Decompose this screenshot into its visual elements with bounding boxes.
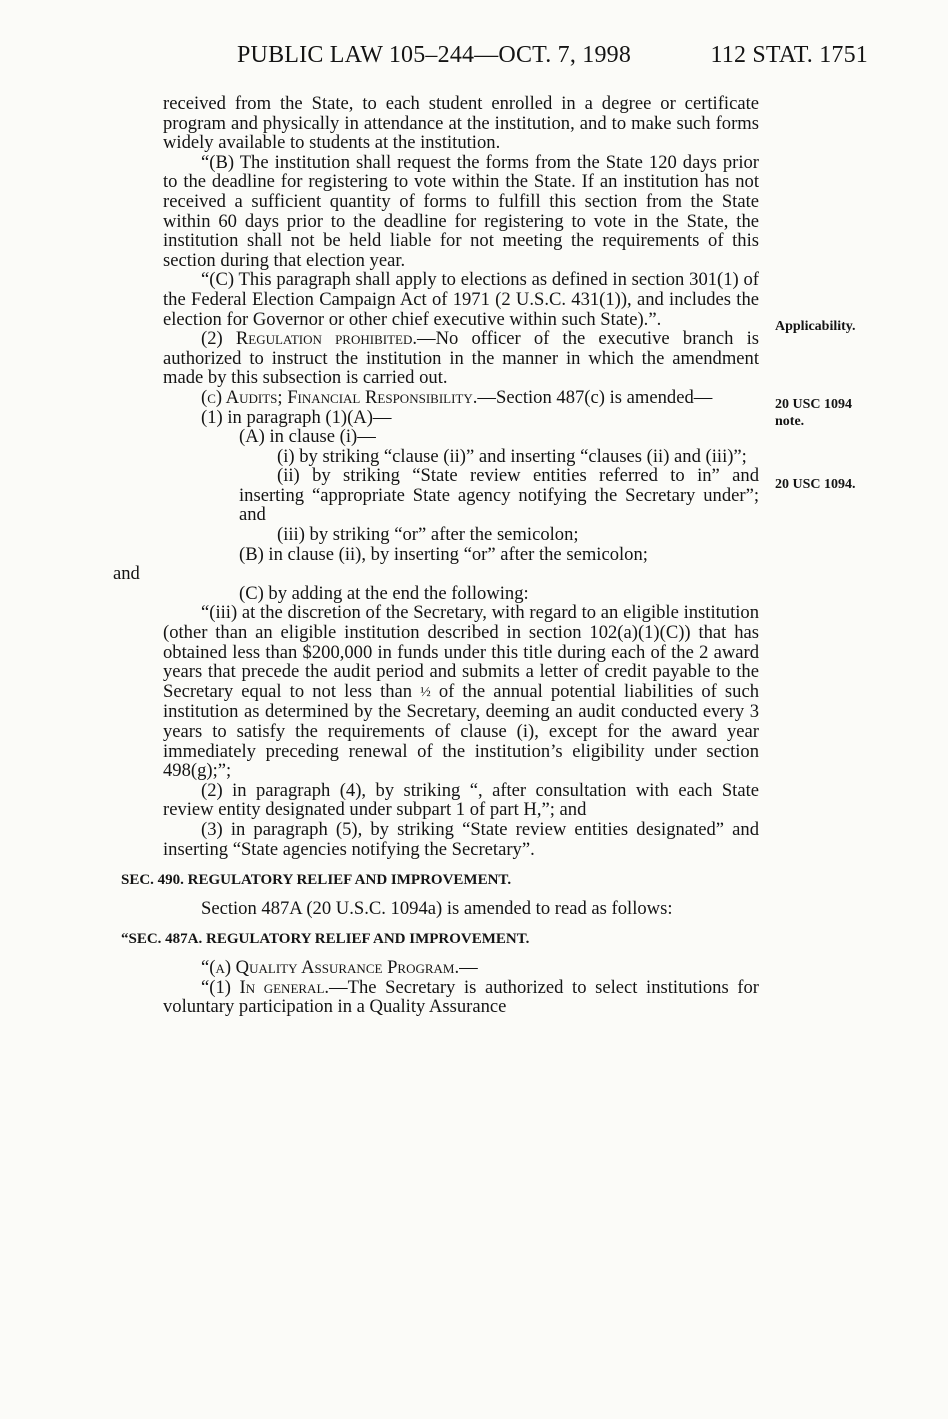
paragraph-text: “(iii) at the discretion of the Secretary, with regard to an eligible institution (other than an eligible institution described in section 102(a)(1)(C)) that has obtained less than $200,000 in funds under this title during each of the 2 award years that precede the audit period and submits a letter of credit payable to the Secretary equal to not less than [163, 602, 759, 702]
body-text [113, 93, 759, 1018]
paragraph: “(B) The institution shall request the forms from the State 120 days prior to the deadline for registering to vote within the State. If an institution has not received a sufficient quantity of forms to fulfill this section from the State within 60 days prior to the deadline for registering to vote in the State, the institution shall not be held liable for not meeting the requirements of this section during that election year. [163, 151, 759, 271]
paragraph-text: —The Secretary is authorized to select institutions for voluntary participation in a Quality Assurance [163, 976, 759, 1018]
paragraph: (A) in clause (i)— [239, 426, 376, 448]
paragraph-heading: (2) Regulation prohibited. [201, 328, 417, 350]
paragraph: (1) in paragraph (1)(A)— [201, 406, 392, 428]
page-header [0, 42, 948, 74]
paragraph: “(C) This paragraph shall apply to elections as defined in section 301(1) of the Federal Election Campaign Act of 1971 (2 U.S.C. 431(1)), and includes the election for Governor or other chief executive within such State).”. [163, 269, 759, 330]
paragraph: (i) by striking “clause (ii)” and inserting “clauses (ii) and (iii)”; [277, 445, 747, 467]
margin-note-20usc1094: 20 USC 1094. [775, 477, 856, 492]
paragraph [163, 978, 759, 1017]
section-heading: “SEC. 487A. REGULATORY RELIEF AND IMPROVEMENT. [121, 931, 530, 948]
paragraph-text: —Section 487(c) is amended— [477, 386, 713, 408]
margin-note-applicability: Applicability. [775, 319, 856, 334]
section-heading: SEC. 490. REGULATORY RELIEF AND IMPROVEMENT. [121, 872, 512, 889]
paragraph-heading: “(1) In general. [201, 976, 330, 998]
paragraph: (C) by adding at the end the following: [239, 582, 529, 604]
paragraph [163, 329, 759, 388]
header-stat-citation: 112 STAT. 1751 [710, 42, 868, 68]
fraction-half: ½ [420, 684, 431, 700]
header-title: PUBLIC LAW 105–244—OCT. 7, 1998 [237, 42, 632, 68]
paragraph: received from the State, to each student enrolled in a degree or certificate program and physically in attendance at the institution, and to make such forms widely available to students at the institution. [163, 93, 759, 154]
paragraph-text: —No officer of the executive branch is authorized to instruct the institution in the manner in which the amendment made by this subsection is carried out. [163, 328, 759, 389]
paragraph: (ii) by striking “State review entities referred to in” and inserting “appropriate State agency notifying the Secretary under”; and [239, 465, 759, 526]
margin-note-20usc1094-note: 20 USC 1094 note. [775, 397, 853, 429]
paragraph: (iii) by striking “or” after the semicolon; [277, 524, 579, 546]
paragraph: (3) in paragraph (5), by striking “State review entities designated” and inserting “State agencies notifying the Secretary”. [163, 818, 759, 860]
paragraph: Section 487A (20 U.S.C. 1094a) is amended to read as follows: [201, 897, 673, 919]
paragraph-heading: (c) Audits; Financial Responsibility. [201, 386, 478, 408]
paragraph [163, 388, 759, 408]
paragraph: and [113, 563, 140, 585]
paragraph: (2) in paragraph (4), by striking “, after consultation with each State review entity designated under subpart 1 of part H,”; and [163, 779, 759, 821]
paragraph: (B) in clause (ii), by inserting “or” after the semicolon; [239, 543, 648, 565]
subsection-heading: “(a) Quality Assurance Program.— [201, 956, 478, 978]
paragraph [163, 603, 759, 780]
paragraph-text: of the annual potential liabilities of such institution as determined by the Secretary, deeming an audit conducted every 3 years to satisfy the requirements of clause (i), except for the award year immediately preceding renewal of the institution’s eligibility under section 498(g);”; [163, 680, 759, 782]
